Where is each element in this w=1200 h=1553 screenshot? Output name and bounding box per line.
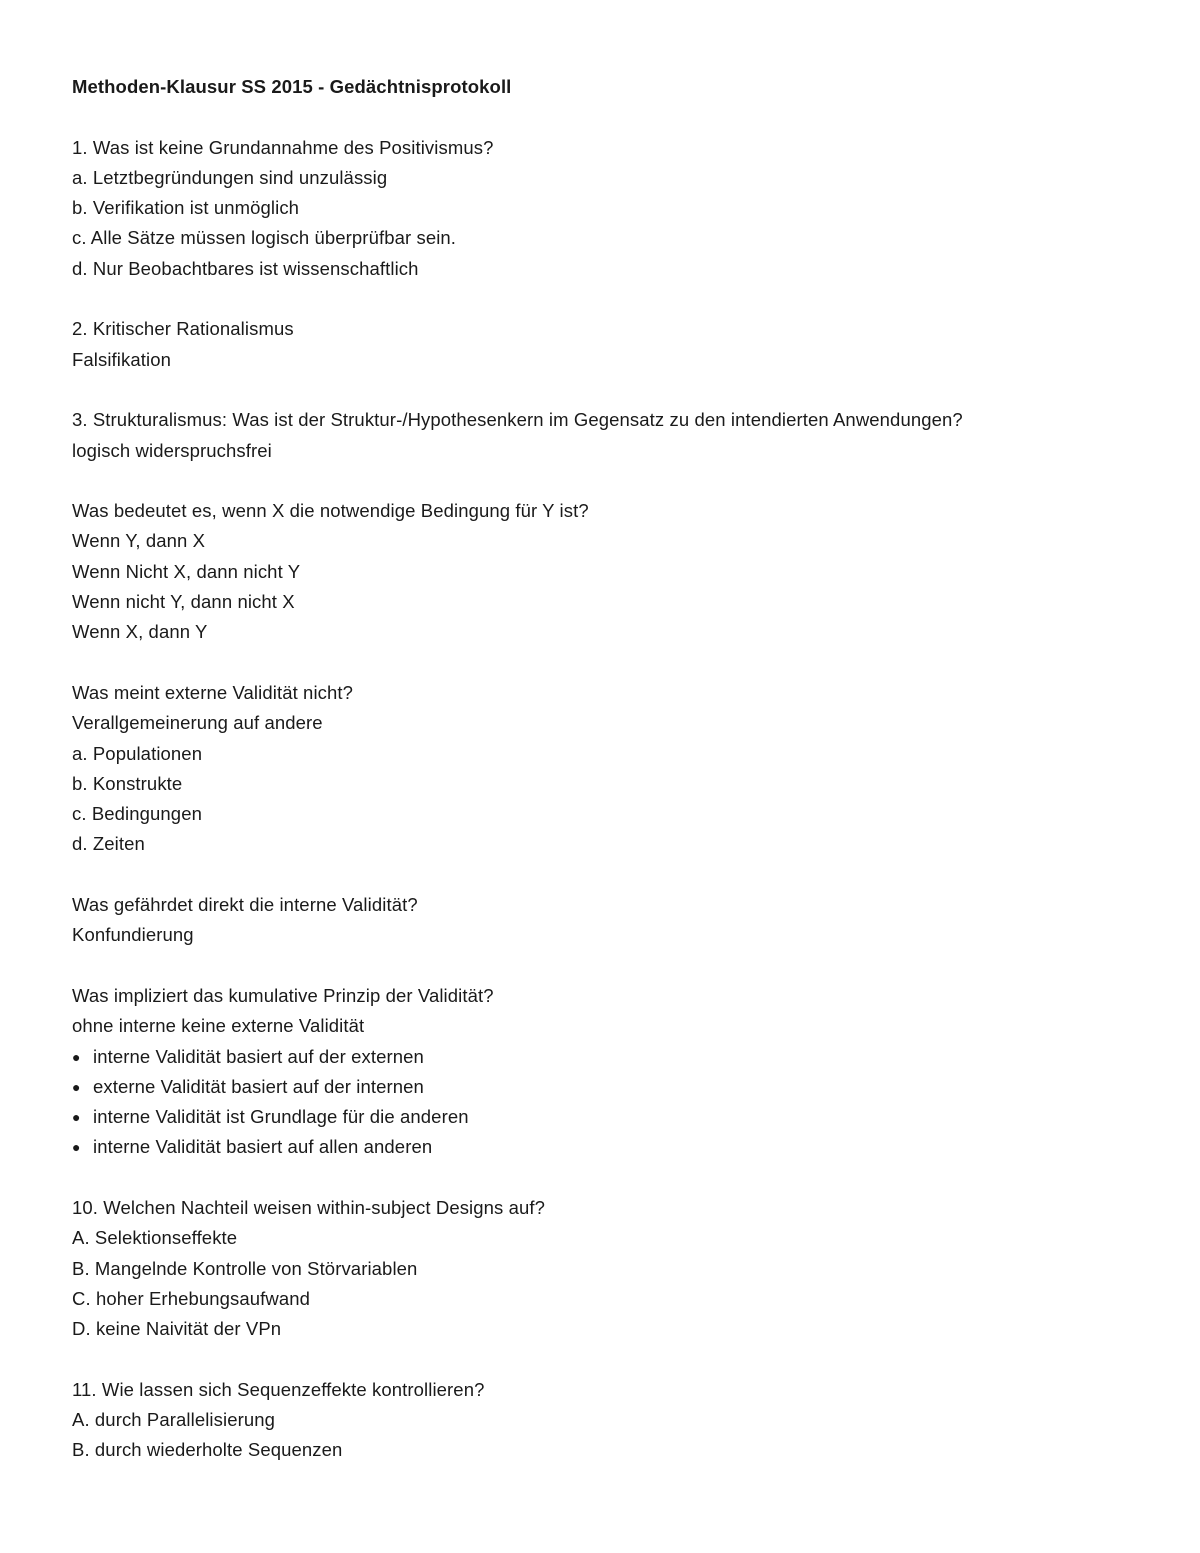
q7-bullet-item [72,1102,1128,1132]
q10-option-d: D. keine Naivität der VPn [72,1318,282,1340]
q5-option-a: a. Populationen [72,742,203,764]
bullet-icon: ● [72,1109,81,1126]
question-1: 1. Was ist keine Grundannahme des Positivismus? [72,136,494,158]
q5-intro: Verallgemeinerung auf andere [72,712,323,734]
q10-option-c: C. hoher Erhebungsaufwand [72,1287,311,1309]
q7-answer: ohne interne keine externe Validität [72,1015,365,1037]
spacer [72,951,1128,981]
q7-bullet-item [72,1072,1128,1102]
q7-bullet-text: interne Validität basiert auf allen anderen [93,1136,433,1158]
spacer [72,284,1128,314]
q5-option-b: b. Konstrukte [72,772,183,794]
question-2: 2. Kritischer Rationalismus [72,318,294,340]
q11-option-a: A. durch Parallelisierung [72,1409,276,1431]
spacer [72,102,1128,132]
question-3: 3. Strukturalismus: Was ist der Struktur-/Hypothesenkern im Gegensatz zu den intendierten Anwendungen? [72,409,963,431]
bullet-icon: ● [72,1048,81,1065]
q4-option-2: Wenn Nicht X, dann nicht Y [72,560,301,582]
q4-option-4: Wenn X, dann Y [72,621,208,643]
question-6: Was gefährdet direkt die interne Validität? [72,894,418,916]
spacer [72,1163,1128,1193]
q4-option-1: Wenn Y, dann X [72,530,206,552]
spacer [72,860,1128,890]
q1-option-d: d. Nur Beobachtbares ist wissenschaftlich [72,257,419,279]
q1-option-b: b. Verifikation ist unmöglich [72,197,300,219]
q7-bullet-item [72,1042,1128,1072]
q10-option-a: A. Selektionseffekte [72,1227,238,1249]
q6-answer: Konfundierung [72,924,194,946]
document-title: Methoden-Klausur SS 2015 - Gedächtnisprotokoll [72,76,512,97]
q11-option-b: B. durch wiederholte Sequenzen [72,1439,343,1461]
q4-option-3: Wenn nicht Y, dann nicht X [72,591,295,613]
question-4: Was bedeutet es, wenn X die notwendige Bedingung für Y ist? [72,500,589,522]
spacer [72,375,1128,405]
q7-bullet-item [72,1132,1128,1162]
q7-bullet-text: interne Validität basiert auf der externen [93,1045,424,1067]
bullet-icon: ● [72,1139,81,1156]
q2-answer: Falsifikation [72,348,171,370]
question-5: Was meint externe Validität nicht? [72,681,354,703]
spacer [72,466,1128,496]
q10-option-b: B. Mangelnde Kontrolle von Störvariablen [72,1257,418,1279]
document-page [72,72,1128,1466]
q3-answer: logisch widerspruchsfrei [72,439,272,461]
question-11: 11. Wie lassen sich Sequenzeffekte kontrollieren? [72,1378,485,1400]
question-7: Was impliziert das kumulative Prinzip der Validität? [72,984,494,1006]
spacer [72,1344,1128,1374]
spacer [72,648,1128,678]
q5-option-d: d. Zeiten [72,833,145,855]
q7-bullet-text: externe Validität basiert auf der internen [93,1075,424,1097]
q1-option-c: c. Alle Sätze müssen logisch überprüfbar sein. [72,227,457,249]
q1-option-a: a. Letztbegründungen sind unzulässig [72,166,388,188]
q7-bullet-text: interne Validität ist Grundlage für die anderen [93,1106,469,1128]
bullet-icon: ● [72,1078,81,1095]
q5-option-c: c. Bedingungen [72,803,202,825]
question-10: 10. Welchen Nachteil weisen within-subject Designs auf? [72,1196,546,1218]
